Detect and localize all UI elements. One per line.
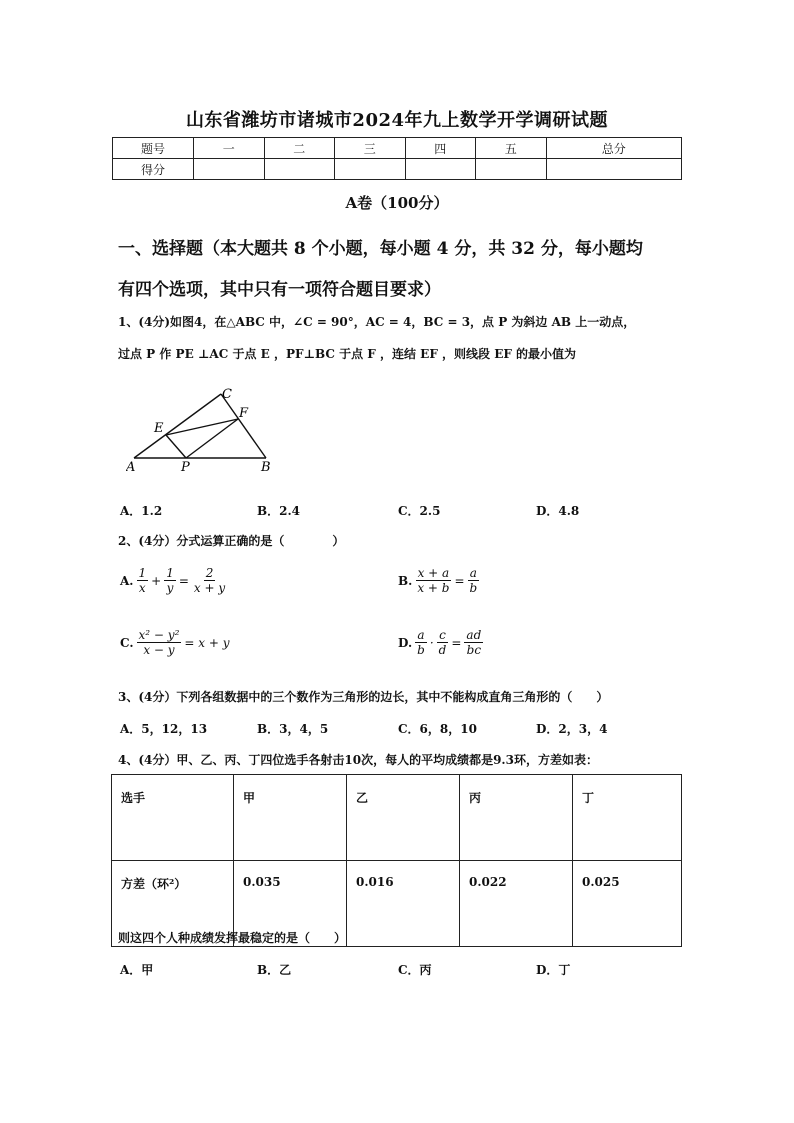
q2-option-d[interactable]: D. $\frac{a}{b}$ · $\frac{c}{d}$ = $\frac{ad}{bc}$ [398,628,482,657]
label-c: C [222,387,232,402]
table-cell: 0.016 [347,861,460,947]
table-cell: 丙 [460,775,573,861]
option-letter: B. [398,573,413,588]
label-f: F [239,406,249,421]
q4-option-d[interactable]: D．丁 [536,963,571,977]
score-cell: 三 [335,138,406,159]
q1-stem-line2: 过点 P 作 PE ⊥AC 于点 E ，PF⊥BC 于点 F ，连结 EF ，则线段 EF 的最小值为 [118,347,577,361]
fraction: $\frac{c}{d}$ [438,628,447,657]
score-input-cell[interactable] [264,159,335,180]
section-a-heading: A卷（100分） [345,194,449,212]
q3-option-d[interactable]: D．2，3，4 [536,722,608,736]
score-cell: 题号 [113,138,194,159]
score-cell: 五 [476,138,547,159]
score-cell: 得分 [113,159,194,180]
q1-stem-line1: 1、(4分)如图4，在△ABC 中，∠C = 90°，AC = 4，BC = 3，点 P 为斜边 AB 上一动点， [118,315,636,329]
q4-option-a[interactable]: A．甲 [120,963,154,977]
score-cell: 总分 [546,138,682,159]
score-table [112,137,682,180]
option-letter: D. [398,635,413,650]
table-cell: 0.022 [460,861,573,947]
score-input-cell[interactable] [546,159,682,180]
table-cell: 方差（环²） [112,861,234,947]
q1-triangle-figure [126,384,286,482]
variance-table [111,774,682,947]
table-cell: 选手 [112,775,234,861]
q2-option-c[interactable]: C. $\frac{\text{x² − y²}}{x - y}$ = x + y [120,628,230,657]
table-cell: 丁 [573,775,682,861]
label-b: B [261,460,271,475]
fraction: $\frac{\text{x² − y²}}{x - y}$ [138,628,180,657]
q1-option-b[interactable]: B．2.4 [257,504,301,518]
q3-option-c[interactable]: C．6，8，10 [398,722,477,736]
variance-table-header [112,775,682,861]
fraction: $\frac{a}{b}$ [469,566,478,595]
q4-stem: 4、(4分）甲、乙、丙、丁四位选手各射击10次，每人的平均成绩都是9.3环，方差如表： [118,753,598,767]
q1-option-d[interactable]: D．4.8 [536,504,580,518]
option-letter: A. [120,573,134,588]
label-a: A [126,460,136,475]
q1-option-a[interactable]: A．1.2 [120,504,163,518]
q3-option-b[interactable]: B．3，4，5 [257,722,329,736]
option-letter: C. [120,635,134,650]
table-cell: 0.025 [573,861,682,947]
score-input-cell[interactable] [476,159,547,180]
table-cell: 0.035 [234,861,347,947]
fraction: $\frac{1}{x}$ [138,566,147,595]
part1-heading-line1: 一、选择题（本大题共 8 个小题，每小题 4 分，共 32 分，每小题均 [118,239,643,259]
label-p: P [181,460,190,475]
q1-option-c[interactable]: C．2.5 [398,504,441,518]
score-input-cell[interactable] [194,159,265,180]
table-cell: 甲 [234,775,347,861]
page-title: 山东省潍坊市诸城市2024年九上数学开学调研试题 [185,110,609,131]
score-cell: 四 [405,138,476,159]
segment-pe [166,435,186,458]
score-cell: 二 [264,138,335,159]
q4-option-c[interactable]: C．丙 [398,963,432,977]
score-table-row-header [113,138,682,159]
fraction: $\frac{2}{x + y}$ [193,566,226,595]
score-input-cell[interactable] [335,159,406,180]
label-e: E [154,421,164,436]
q2-option-a[interactable]: A. $\frac{1}{x}$ + $\frac{1}{y}$ = $\frac{2}{x + y}$ [120,566,226,595]
q3-option-a[interactable]: A．5，12，13 [120,722,208,736]
q2-option-b[interactable]: B. $\frac{x + a}{x + b}$ = $\frac{a}{b}$ [398,566,478,595]
table-cell: 乙 [347,775,460,861]
score-input-cell[interactable] [405,159,476,180]
fraction: $\frac{a}{b}$ [417,628,425,657]
fraction: $\frac{1}{y}$ [166,566,174,595]
score-table-row-score [113,159,682,180]
fraction: $\frac{x + a}{x + b}$ [417,566,450,595]
q4-option-b[interactable]: B．乙 [257,963,292,977]
fraction: $\frac{ad}{bc}$ [466,628,482,657]
q3-stem: 3、(4分）下列各组数据中的三个数作为三角形的边长，其中不能构成直角三角形的（ ） [118,690,609,704]
q2-stem: 2、(4分）分式运算正确的是（ ） [118,534,345,548]
score-cell: 一 [194,138,265,159]
q4-question: 则这四个人种成绩发挥最稳定的是（ ） [118,931,347,945]
part1-heading-line2: 有四个选项，其中只有一项符合题目要求） [118,280,441,300]
